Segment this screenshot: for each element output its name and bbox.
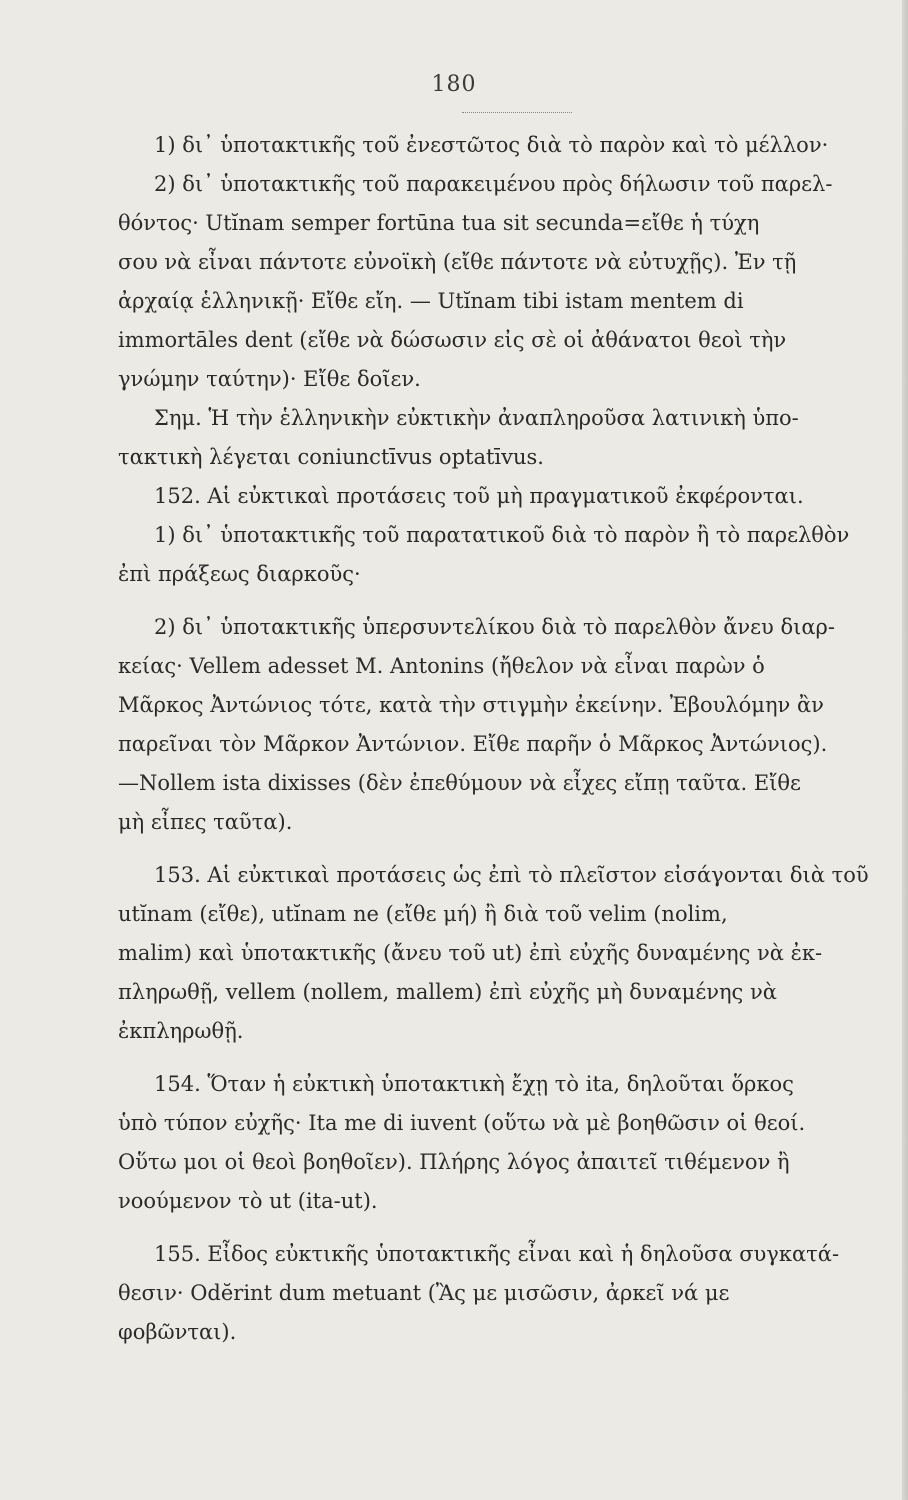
text-line: Σημ. Ἡ τὴν ἑλληνικὴν εὐκτικὴν ἀναπληροῦσα λατινικὴ ὑπο- [154, 406, 799, 430]
text-line: τακτικὴ λέγεται coniunctīvus optatīvus. [118, 445, 544, 469]
text-line: μὴ εἶπες ταῦτα). [118, 810, 293, 834]
text-line: 2) δι᾽ ὑποτακτικῆς τοῦ παρακειμένου πρὸς δήλωσιν τοῦ παρελ- [154, 172, 833, 196]
body-text [118, 126, 900, 1352]
text-line: 155. Εἶδος εὐκτικῆς ὑποτακτικῆς εἶναι καὶ ἡ δηλοῦσα συγκατά- [154, 1242, 840, 1266]
text-line: πληρωθῇ, vellem (nollem, mallem) ἐπὶ εὐχῆς μὴ δυναμένης νὰ [118, 980, 777, 1004]
text-line: 153. Αἱ εὐκτικαὶ προτάσεις ὡς ἐπὶ τὸ πλεῖστον εἰσάγονται διὰ τοῦ [154, 863, 869, 887]
text-line: παρεῖναι τὸν Μᾶρκον Ἀντώνιον. Εἴθε παρῆν ὁ Μᾶρκος Ἀντώνιος). [118, 732, 828, 756]
text-line: malim) καὶ ὑποτακτικῆς (ἄνευ τοῦ ut) ἐπὶ εὐχῆς δυναμένης νὰ ἐκ- [118, 941, 823, 965]
text-line: φοβῶνται). [118, 1320, 237, 1344]
text-line: Μᾶρκος Ἀντώνιος τότε, κατὰ τὴν στιγμὴν ἐκείνην. Ἐβουλόμην ἂν [118, 693, 824, 717]
text-line: ἀρχαίᾳ ἑλληνικῇ· Εἴθε εἴη. — Utĭnam tibi istam mentem di [118, 289, 744, 313]
text-line: 1) δι᾽ ὑποτακτικῆς τοῦ παρατατικοῦ διὰ τὸ παρὸν ἢ τὸ παρελθὸν [154, 523, 850, 547]
text-line: 2) δι᾽ ὑποτακτικῆς ὑπερσυντελίκου διὰ τὸ παρελθὸν ἄνευ διαρ- [154, 615, 836, 639]
page-edge [902, 0, 908, 1500]
text-line: 1) δι᾽ ὑποτακτικῆς τοῦ ἐνεστῶτος διὰ τὸ παρὸν καὶ τὸ μέλλον· [154, 133, 829, 157]
text-line: σου νὰ εἶναι πάντοτε εὐνοϊκὴ (εἴθε πάντοτε νὰ εὐτυχῇς). Ἐν τῇ [118, 250, 797, 274]
text-line: γνώμην ταύτην)· Εἴθε δοῖεν. [118, 367, 421, 391]
text-line: immortāles dent (εἴθε νὰ δώσωσιν εἰς σὲ οἱ ἀθάνατοι θεοὶ τὴν [118, 328, 787, 352]
text-line: 154. Ὅταν ἡ εὐκτικὴ ὑποτακτικὴ ἔχῃ τὸ ita, δηλοῦται ὅρκος [154, 1072, 794, 1096]
text-line: νοούμενον τὸ ut (ita-ut). [118, 1189, 378, 1213]
text-line: 152. Αἱ εὐκτικαὶ προτάσεις τοῦ μὴ πραγματικοῦ ἐκφέρονται. [154, 484, 804, 508]
text-line: utĭnam (εἴθε), utĭnam ne (εἴθε μή) ἢ διὰ τοῦ velim (nolim, [118, 902, 728, 926]
text-line: θεσιν· Odĕrint dum metuant (Ἂς με μισῶσιν, ἀρκεῖ νά με [118, 1281, 730, 1305]
text-line: κείας· Vellem adesset M. Antonins (ἤθελον νὰ εἶναι παρὼν ὁ [118, 654, 765, 678]
text-line: ὑπὸ τύπον εὐχῆς· Ita me di iuvent (οὕτω νὰ μὲ βοηθῶσιν οἱ θεοί. [118, 1111, 806, 1135]
text-line: ἐκπληρωθῇ. [118, 1019, 244, 1043]
text-line: —Nollem ista dixisses (δὲν ἐπεθύμουν νὰ εἶχες εἴπῃ ταῦτα. Εἴθε [118, 771, 801, 795]
text-line: θόντος· Utĭnam semper fortūna tua sit secunda=εἴθε ἡ τύχη [118, 211, 760, 235]
text-line: ἐπὶ πράξεως διαρκοῦς· [118, 562, 361, 586]
text-line: Οὕτω μοι οἱ θεοὶ βοηθοῖεν). Πλήρης λόγος ἀπαιτεῖ τιθέμενον ἢ [118, 1150, 790, 1174]
page-number-rule [462, 112, 572, 113]
page-number: 180 [431, 72, 477, 97]
